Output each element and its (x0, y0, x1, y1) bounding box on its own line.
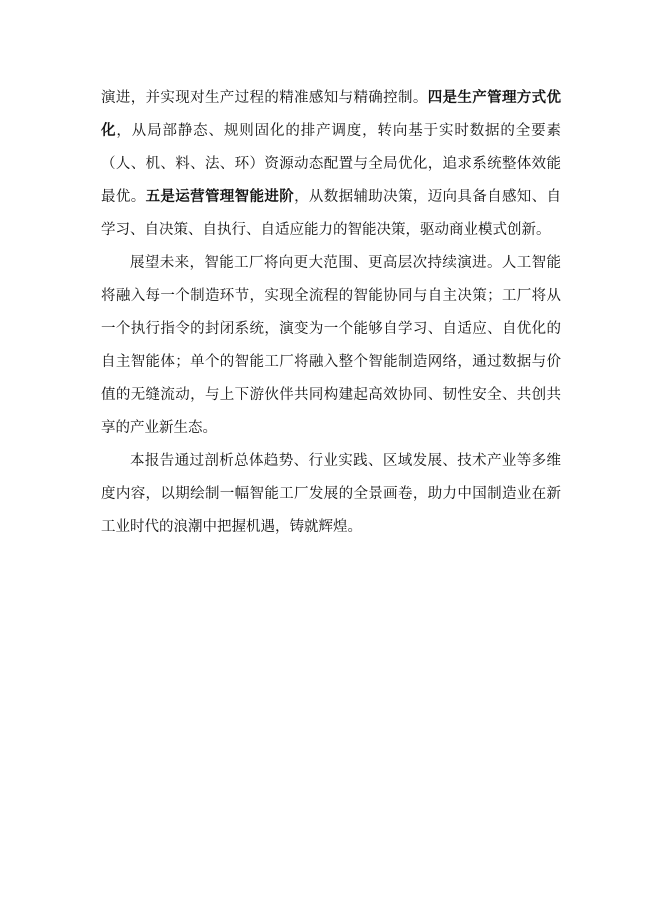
paragraph-2 (101, 247, 561, 445)
heading-production-management: 四是生产管理方式优化 (101, 90, 562, 139)
paragraph-3 (101, 445, 561, 544)
heading-operations-management: 五是运营管理智能进阶 (145, 189, 295, 205)
paragraph-1-run-3: ，从局部静态、规则固化的排产调度，转向基于实时数据的全要素（人、机、料、法、环）资源动态配置与全局优化，追求系统整体效能最优。 (101, 123, 562, 205)
paragraph-3-run-1: 本报告通过剖析总体趋势、行业实践、区域发展、技术产业等多维度内容，以期绘制一幅智能工厂发展的全景画卷，助力中国制造业在新工业时代的浪潮中把握机遇，铸就辉煌。 (101, 453, 561, 535)
paragraph-1 (101, 82, 561, 247)
paragraph-1-run-1: 演进，并实现对生产过程的精准感知与精确控制。 (101, 90, 428, 106)
paragraph-2-run-1: 展望未来，智能工厂将向更大范围、更高层次持续演进。人工智能将融入每一个制造环节，实现全流程的智能协同与自主决策；工厂将从一个执行指令的封闭系统，演变为一个能够自学习、自适应、自优化的自主智能体；单个的智能工厂将融入整个智能制造网络，通过数据与价值的无缝流动，与上下游伙伴共同构建起高效协同、韧性安全、共创共享的产业新生态。 (101, 255, 561, 436)
document-body (101, 82, 561, 544)
paragraph-1-run-5: ，从数据辅助决策，迈向具备自感知、自学习、自决策、自执行、自适应能力的智能决策，驱动商业模式创新。 (101, 189, 562, 238)
